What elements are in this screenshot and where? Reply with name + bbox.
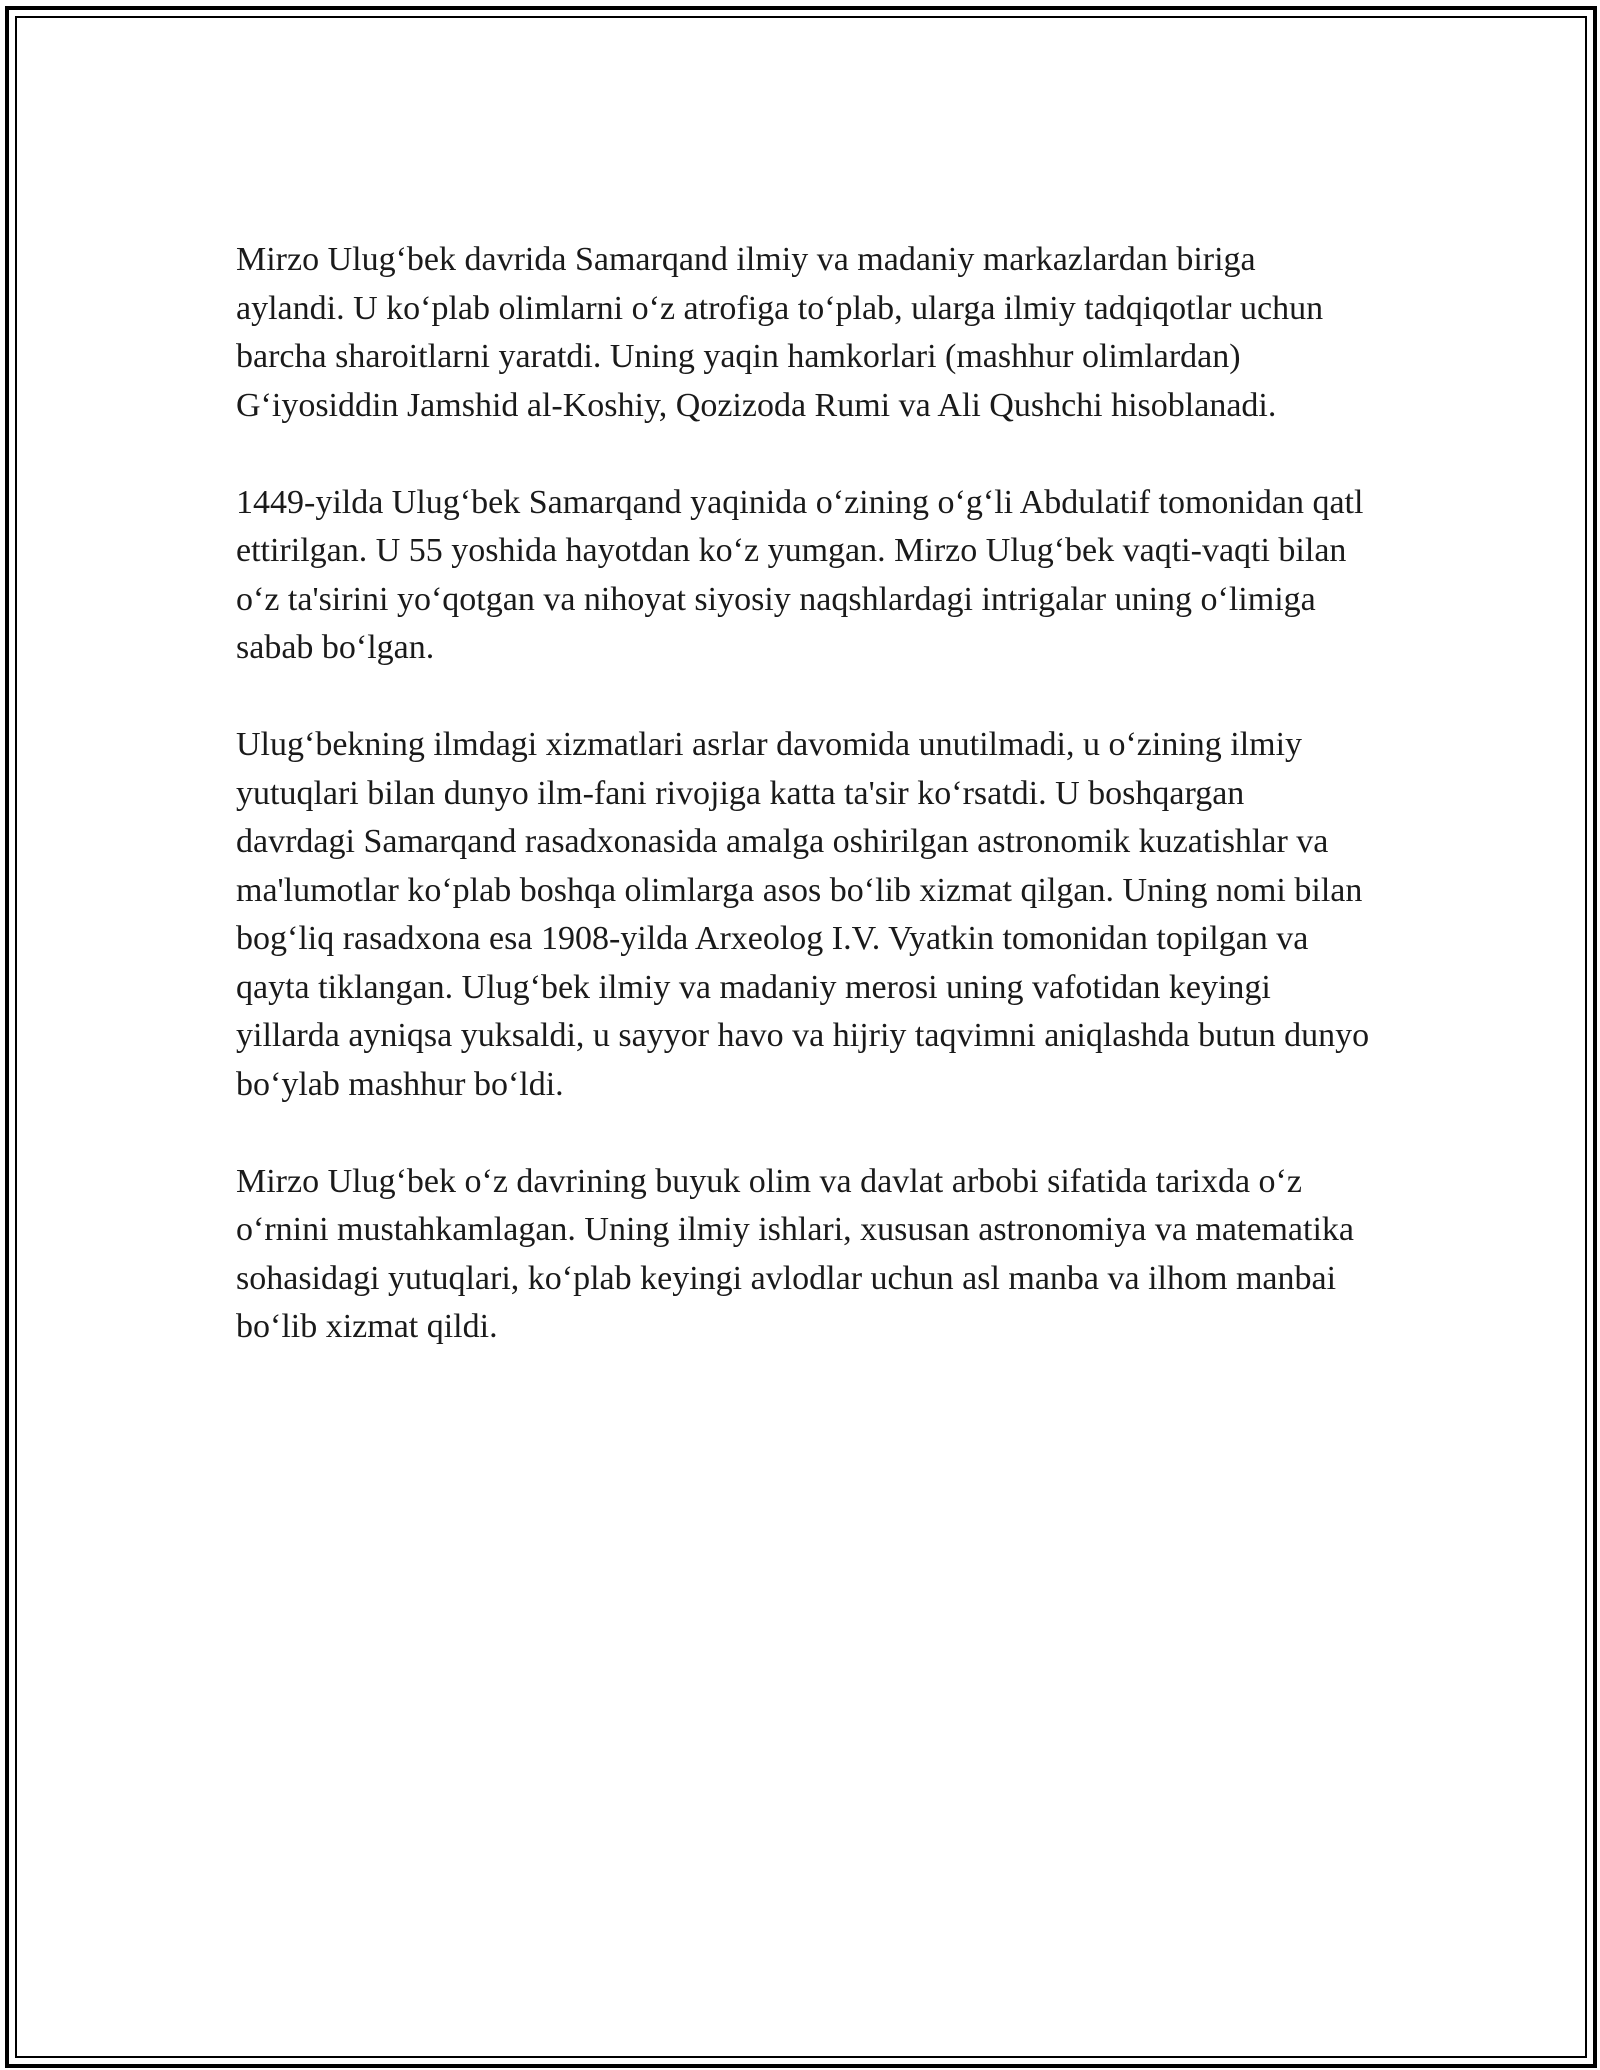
- paragraph-4: Mirzo Ulug‘bek o‘z davrining buyuk olim va davlat arbobi sifatida tarixda o‘z o‘rnini mustahkamlagan. Uning ilmiy ishlari, xususan astronomiya va matematika sohasidagi yutuqlari, ko‘plab keyingi avlodlar uchun asl manba va ilhom manbai bo‘lib xizmat qildi.: [236, 1162, 1354, 1345]
- paragraph-3: Ulug‘bekning ilmdagi xizmatlari asrlar davomida unutilmadi, u o‘zining ilmiy yutuqlari bilan dunyo ilm-fani rivojiga katta ta'sir ko‘rsatdi. U boshqargan davrdagi Samarqand rasadxonasida amalga oshirilgan astronomik kuzatishlar va ma'lumotlar ko‘plab boshqa olimlarga asos bo‘lib xizmat qilgan. Uning nomi bilan bog‘liq rasadxona esa 1908-yilda Arxeolog I.V. Vyatkin tomonidan topilgan va qayta tiklangan. Ulug‘bek ilmiy va madaniy merosi uning vafotidan keyingi yillarda ayniqsa yuksaldi, u sayyor havo va hijriy taqvimni aniqlashda butun dunyo bo‘ylab mashhur bo‘ldi.: [236, 726, 1370, 1103]
- paragraph-2: 1449-yilda Ulug‘bek Samarqand yaqinida o‘zining o‘g‘li Abdulatif tomonidan qatl ettirilgan. U 55 yoshida hayotdan ko‘z yumgan. Mirzo Ulug‘bek vaqti-vaqti bilan o‘z ta'sirini yo‘qotgan va nihoyat siyosiy naqshlardagi intrigalar uning o‘limiga sabab bo‘lgan.: [236, 483, 1364, 666]
- paragraph-1: Mirzo Ulug‘bek davrida Samarqand ilmiy va madaniy markazlardan biriga aylandi. U ko‘plab olimlarni o‘z atrofiga to‘plab, ularga ilmiy tadqiqotlar uchun barcha sharoitlarni yaratdi. Uning yaqin hamkorlari (mashhur olimlardan) G‘iyosiddin Jamshid al-Koshiy, Qozizoda Rumi va Ali Qushchi hisoblanadi.: [236, 241, 1324, 424]
- document-body: [236, 236, 1370, 1400]
